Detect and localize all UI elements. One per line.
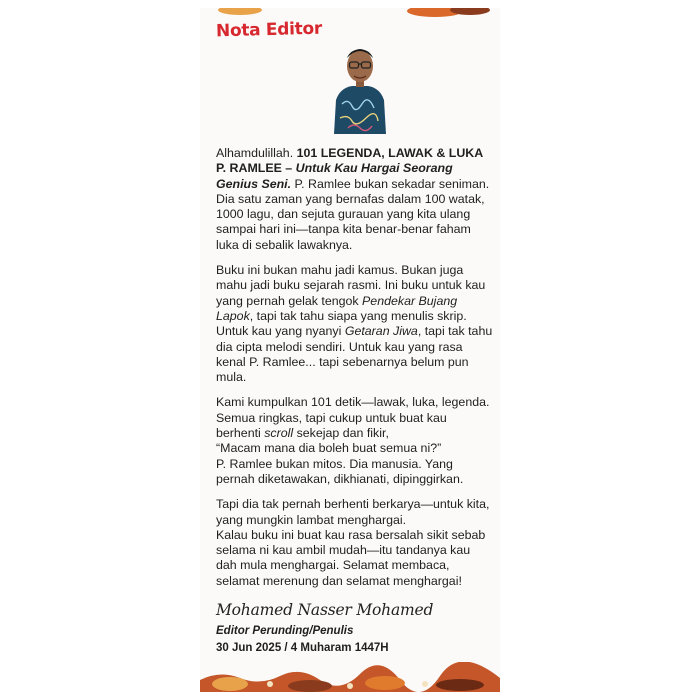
paragraph-intro: Alhamdulillah. 101 LEGENDA, LAWAK & LUKA P. RAMLEE – Untuk Kau Hargai Seorang Genius Seni. P. Ramlee bukan sekadar seniman. Dia satu zaman yang bernafas dalam 100 watak, 1000 lagu, dan sejuta gurauan yang kita ulang sampai hari ini—tanpa kita benar-benar faham luka di sebalik lawaknya. <box>216 146 490 252</box>
decorative-top-border <box>200 8 500 20</box>
quote: “Macam mana dia boleh buat semua ni?” <box>216 441 442 456</box>
author-role: Editor Perunding/Penulis <box>216 625 354 637</box>
paragraph-collection: Kami kumpulkan 101 detik—lawak, luka, legenda. Semua ringkas, tapi cukup untuk buat kau berhenti scroll sekejap dan fikir, “Macam mana dia boleh buat semua ni?” P. Ramlee bukan mitos. Dia manusia. Yang pernah diketawakan, dikhianati, dipinggirkan. <box>216 395 490 486</box>
book-subtitle: Untuk Kau Hargai Seorang Genius Seni. <box>216 161 453 191</box>
book-title: 101 LEGENDA, LAWAK & LUKA P. RAMLEE – <box>216 146 483 176</box>
publication-date: 30 Jun 2025 / 4 Muharam 1447H <box>216 642 389 654</box>
signature: Mohamed Nasser Mohamed <box>216 601 434 619</box>
song-title: Getaran Jiwa <box>344 324 418 339</box>
paragraph-purpose: Buku ini bukan mahu jadi kamus. Bukan juga mahu jadi buku sejarah rasmi. Ini buku untuk kau yang pernah gelak tengok Pendekar Bujang Lapok, tapi tak tahu siapa yang menulis skrip. Untuk kau yang nyanyi Getaran Jiwa, tapi tak tahu dia cipta melodi sendiri. Untuk kau yang rasa kenal P. Ramlee... tapi sebenarnya belum pun mula. <box>216 263 493 385</box>
section-title: Nota Editor <box>215 18 323 42</box>
film-title: Pendekar Bujang Lapok <box>216 293 458 323</box>
editor-portrait-photo <box>330 34 390 134</box>
decorative-bottom-border <box>200 662 500 692</box>
editorial-body <box>216 146 494 599</box>
editorial-page <box>200 8 500 692</box>
paragraph-closing: Tapi dia tak pernah berhenti berkarya—untuk kita, yang mungkin lambat menghargai. Kalau buku ini buat kau rasa bersalah sikit sebab selama ni kau ambil mudah—itu tandanya kau dah mula menghargai. Selamat membaca, selamat merenung dan selamat menghargai! <box>216 497 490 588</box>
